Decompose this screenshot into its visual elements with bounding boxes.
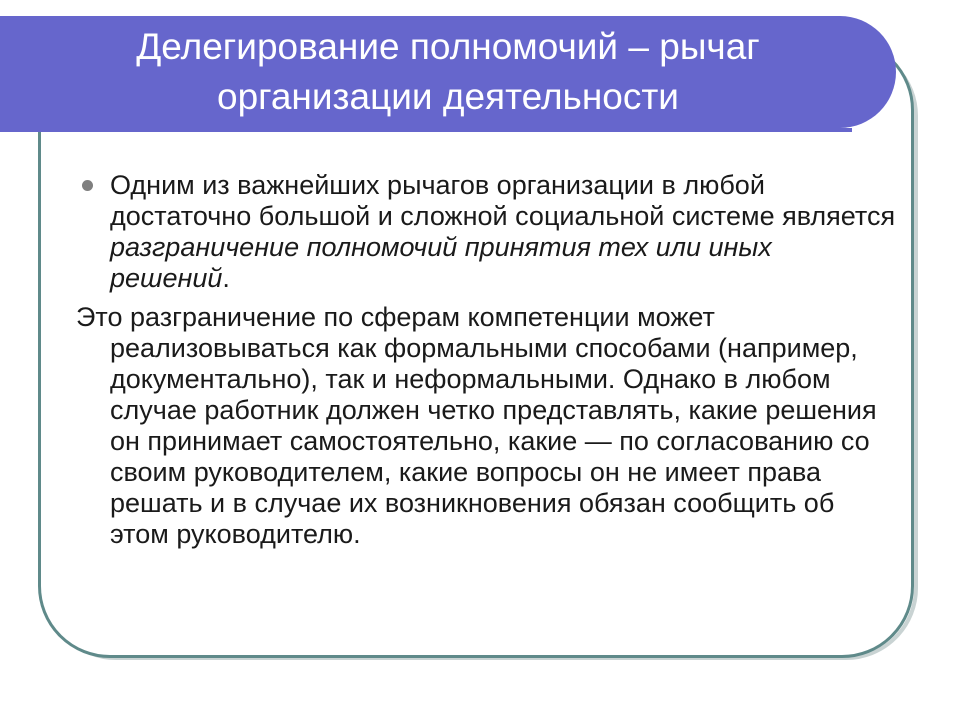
- title-line-2: организации деятельности: [217, 76, 679, 117]
- bullet-paragraph: [76, 170, 896, 294]
- slide-body: [76, 170, 896, 550]
- title-underline: [0, 128, 852, 132]
- paragraph1-emphasis: разграничение полномочий принятия тех или иных решений: [110, 232, 772, 293]
- slide-title: [0, 22, 896, 122]
- paragraph1-text: Одним из важнейших рычагов организации в любой достаточно большой и сложной социальной системе является: [110, 170, 896, 231]
- title-line-1: Делегирование полномочий – рычаг: [136, 26, 760, 67]
- paragraph2: Это разграничение по сферам компетенции может реализовываться как формальными способами (например, документально), так и неформальными. Однако в любом случае работник должен четко представлять, какие решения он принимает самостоятельно, какие — по согласованию со своим руководителем, какие вопросы он не имеет права решать и в случае их возникновения обязан сообщить об этом руководителю.: [76, 302, 877, 549]
- paragraph1-end: .: [222, 263, 230, 293]
- bullet-dot-icon: [82, 180, 93, 191]
